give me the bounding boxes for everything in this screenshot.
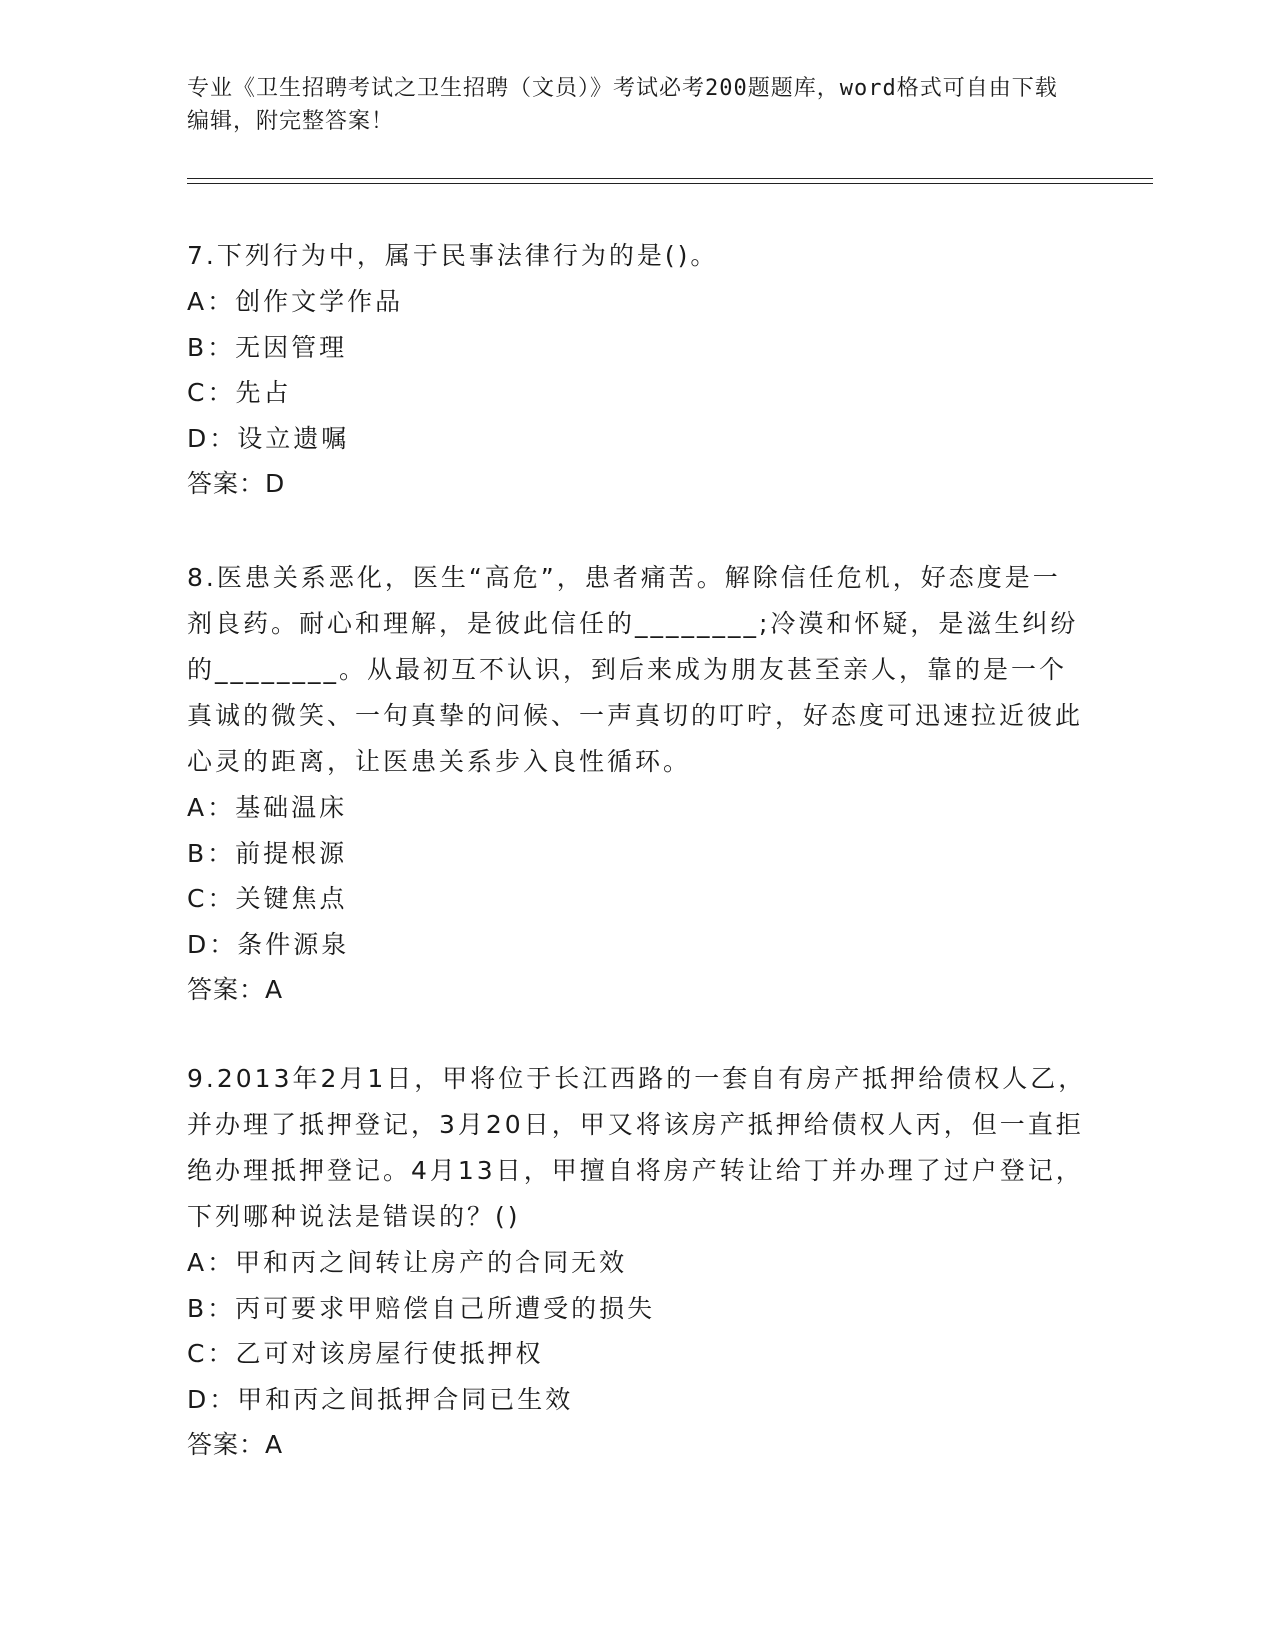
header-divider-top	[187, 178, 1153, 179]
answer-line: 答案：D	[187, 469, 286, 498]
option-d: D：条件源泉	[187, 929, 350, 959]
option-b: B：无因管理	[187, 332, 348, 362]
answer-line: 答案：A	[187, 975, 284, 1004]
option-a: A：创作文学作品	[187, 287, 404, 316]
option-d: D：设立遗嘱	[187, 423, 350, 453]
option-a: A：甲和丙之间转让房产的合同无效	[187, 1248, 628, 1277]
question-9	[187, 1056, 1087, 1468]
option-c: C：乙可对该房屋行使抵押权	[187, 1339, 544, 1368]
option-d: D：甲和丙之间抵押合同已生效	[187, 1384, 574, 1414]
question-7	[187, 233, 1087, 507]
option-c: C：关键焦点	[187, 884, 348, 913]
answer-line: 答案：A	[187, 1430, 284, 1459]
option-a: A：基础温床	[187, 793, 348, 822]
question-stem: 8.医患关系恶化，医生“高危”，患者痛苦。解除信任危机，好态度是一剂良药。耐心和理解，是彼此信任的________;冷漠和怀疑，是滋生纠纷的________。从最初互不认识，到后来成为朋友甚至亲人，靠的是一个真诚的微笑、一句真挚的问候、一声真切的叮咛，好态度可迅速拉近彼此心灵的距离，让医患关系步入良性循环。	[187, 563, 1084, 776]
header-divider-bottom	[187, 183, 1153, 184]
question-stem: 9.2013年2月1日，甲将位于长江西路的一套自有房产抵押给债权人乙，并办理了抵押登记，3月20日，甲又将该房产抵押给债权人丙，但一直拒绝办理抵押登记。4月13日，甲擅自将房产转让给丁并办理了过户登记，下列哪种说法是错误的？()	[187, 1064, 1087, 1231]
option-b: B：丙可要求甲赔偿自己所遭受的损失	[187, 1293, 656, 1323]
option-c: C：先占	[187, 378, 292, 407]
question-stem: 7.下列行为中，属于民事法律行为的是()。	[187, 241, 719, 270]
document-header: 专业《卫生招聘考试之卫生招聘（文员）》考试必考200题题库，word格式可自由下载编辑，附完整答案！	[187, 76, 1058, 134]
option-b: B：前提根源	[187, 838, 348, 868]
question-8	[187, 555, 1087, 1013]
